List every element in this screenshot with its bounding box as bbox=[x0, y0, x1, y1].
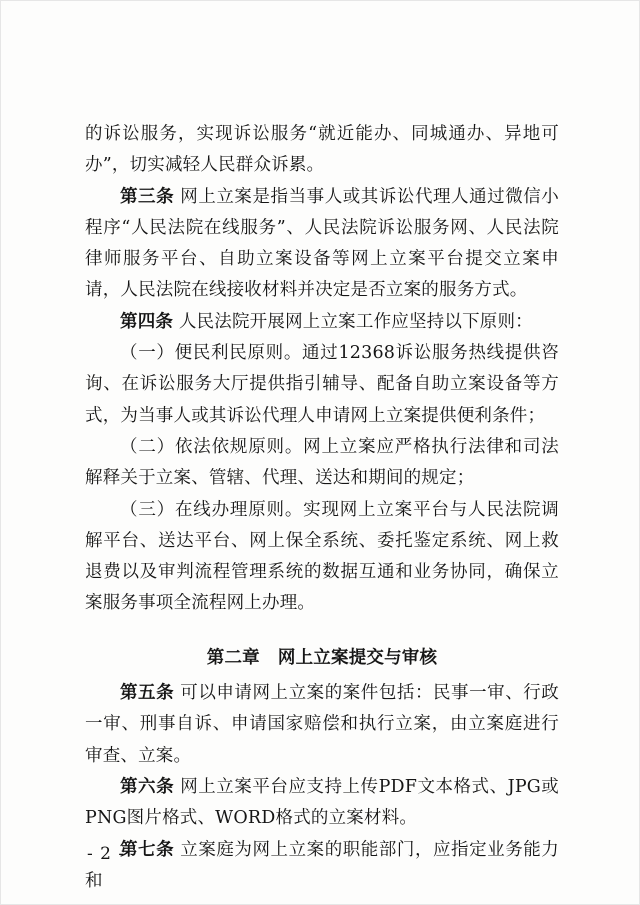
article-6 bbox=[85, 772, 559, 835]
article-label: 第三条 bbox=[120, 186, 175, 207]
principle-text: （一）便民利民原则。通过12368诉讼服务热线提供咨询、在诉讼服务大厅提供指引辅导、配备自助立案设备等方式，为当事人或其诉讼代理人申请网上立案提供便利条件； bbox=[85, 343, 559, 426]
paragraph-text: 的诉讼服务，实现诉讼服务“就近能办、同城通办、异地可办”，切实减轻人民群众诉累。 bbox=[85, 124, 559, 176]
article-7 bbox=[85, 835, 559, 898]
article-label: 第五条 bbox=[120, 683, 175, 704]
article-label: 第四条 bbox=[120, 311, 174, 332]
article-3 bbox=[85, 182, 559, 307]
article-label: 第七条 bbox=[120, 839, 175, 860]
article-text: 可以申请网上立案的案件包括：民事一审、行政一审、刑事自诉、申请国家赔偿和执行立案，由立案庭进行审查、立案。 bbox=[85, 683, 559, 766]
article-label: 第六条 bbox=[120, 776, 175, 797]
article-5 bbox=[85, 678, 559, 772]
principle-item-2 bbox=[85, 432, 559, 495]
document-body bbox=[85, 119, 559, 897]
chapter-title: 网上立案提交与审核 bbox=[277, 647, 438, 668]
article-text: 立案庭为网上立案的职能部门，应指定业务能力和 bbox=[85, 839, 559, 891]
article-text: 人民法院开展网上立案工作应坚持以下原则： bbox=[178, 311, 533, 332]
principle-text: （三）在线办理原则。实现网上立案平台与人民法院调解平台、送达平台、网上保全系统、委托鉴定系统、网上救退费以及审判流程管理系统的数据互通和业务协同，确保立案服务事项全流程网上办理。 bbox=[85, 499, 559, 614]
chapter-number: 第二章 bbox=[206, 647, 260, 668]
principle-item-1 bbox=[85, 338, 559, 432]
article-text: 网上立案平台应支持上传PDF文本格式、JPG或PNG图片格式、WORD格式的立案材料。 bbox=[85, 776, 560, 829]
principle-text: （二）依法依规原则。网上立案应严格执行法律和司法解释关于立案、管辖、代理、送达和期间的规定； bbox=[85, 436, 559, 489]
article-text: 网上立案是指当事人或其诉讼代理人通过微信小程序“人民法院在线服务”、人民法院诉讼服务网、人民法院律师服务平台、自助立案设备等网上立案平台提交立案申请，人民法院在线接收材料并决定是否立案的服务方式。 bbox=[85, 186, 559, 301]
principle-item-3 bbox=[85, 495, 559, 620]
paragraph-continuation bbox=[85, 119, 559, 182]
chapter-heading bbox=[85, 643, 559, 674]
article-4 bbox=[85, 307, 559, 338]
page-number: - 2 - bbox=[87, 844, 126, 864]
